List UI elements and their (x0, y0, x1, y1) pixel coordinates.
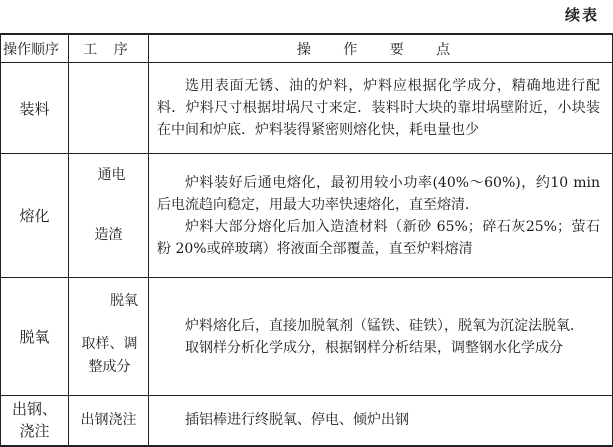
ops-cell (149, 63, 613, 154)
table-row (1, 396, 613, 446)
process-cell: 装料 (1, 63, 69, 154)
ops-cell (149, 278, 613, 396)
process-cell: 出钢、浇注 (1, 396, 69, 446)
table-row (1, 63, 613, 154)
ops-text: 炉料大部分熔化后加入造渣材料（新砂 65%；碎石灰25%；萤石粉 20%或碎玻璃）将液面全部覆盖，直至炉料熔清 (157, 218, 600, 257)
step-label: 取样、调整成分 (81, 335, 138, 375)
continued-label: 续表 (564, 6, 599, 24)
ops-text: 插铝棒进行终脱氧、停电、倾炉出钢 (185, 412, 409, 429)
step-cell (69, 278, 149, 396)
step-label: 脱氧 (110, 292, 138, 309)
ops-text: 炉料装好后通电熔化，最初用较小功率(40%～60%)，约10 min后电流趋向稳定，用最大功率快速熔化，直至熔清． (157, 174, 600, 213)
process-cell: 熔化 (1, 154, 69, 278)
header-sequence: 操作顺序 (1, 34, 69, 63)
ops-cell (149, 396, 613, 446)
ops-text: 选用表面无锈、油的炉料，炉料应根据化学成分，精确地进行配料．炉料尺寸根据坩埚尺寸来定．装料时大块的靠坩埚壁附近，小块装在中间和炉底．炉料装得紧密则熔化快，耗电量也少 (157, 78, 600, 138)
ops-text: 取钢样分析化学成分，根据钢样分析结果，调整钢水化学成分 (185, 339, 563, 356)
step-cell: 出钢浇注 (69, 396, 149, 446)
ops-cell (149, 154, 613, 278)
table-row (1, 154, 613, 278)
step-cell (69, 154, 149, 278)
step-label: 造渣 (94, 226, 123, 243)
process-cell: 脱氧 (1, 278, 69, 396)
table-row (1, 278, 613, 396)
header-points: 操 作 要 点 (149, 34, 613, 63)
table-header-row (1, 34, 613, 63)
step-label: 通电 (97, 166, 126, 183)
ops-text: 炉料熔化后，直接加脱氧剂（锰铁、硅铁），脱氧为沉淀法脱氧． (185, 317, 584, 334)
header-step: 工 序 (69, 34, 149, 63)
operation-table (0, 33, 613, 447)
step-cell (69, 63, 149, 154)
